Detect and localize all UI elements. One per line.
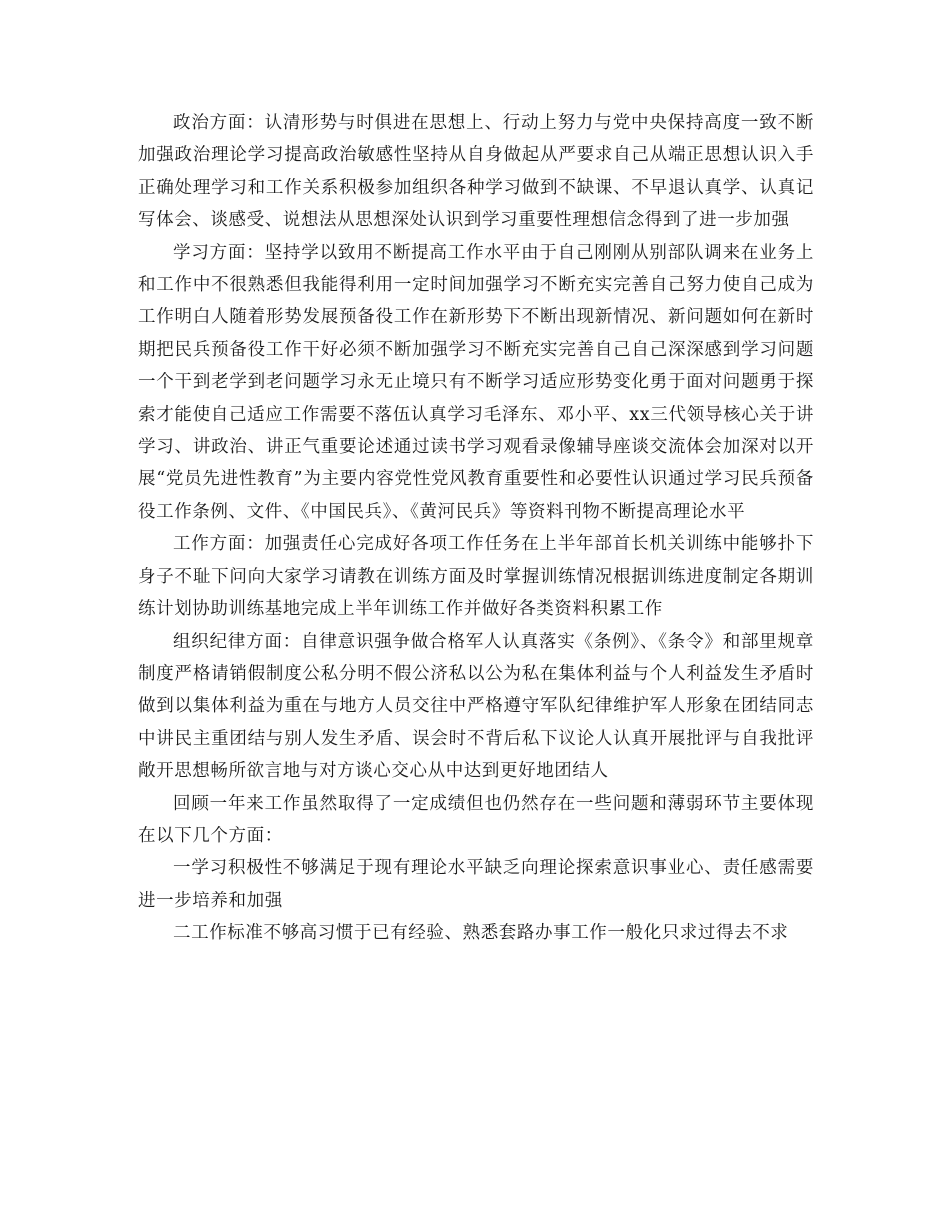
paragraph-work: 工作方面：加强责任心完成好各项工作任务在上半年部首长机关训练中能够扑下身子不耻下问向大家学习请教在训练方面及时掌握训练情况根据训练进度制定各期训练计划协助训练基地完成上半年训练工作并做好各类资料积累工作 <box>138 534 814 620</box>
paragraph-issue-two: 二工作标准不够高习惯于已有经验、熟悉套路办事工作一般化只求过得去不求 <box>173 923 789 944</box>
paragraph-issue-one: 一学习积极性不够满足于现有理论水平缺乏向理论探索意识事业心、责任感需要进一步培养和加强 <box>138 858 814 911</box>
paragraph-discipline: 组织纪律方面：自律意识强争做合格军人认真落实《条例》、《条令》和部里规章制度严格请销假制度公私分明不假公济私以公为私在集体利益与个人利益发生矛盾时做到以集体利益为重在与地方人员交往中严格遵守军队纪律维护军人形象在团结同志中讲民主重团结与别人发生矛盾、误会时不背后私下议论人认真开展批评与自我批评敞开思想畅所欲言地与对方谈心交心从中达到更好地团结人 <box>138 631 814 782</box>
paragraph-review: 回顾一年来工作虽然取得了一定成绩但也仍然存在一些问题和薄弱环节主要体现在以下几个方面： <box>138 793 814 846</box>
document-body <box>138 107 814 950</box>
paragraph-political: 政治方面：认清形势与时俱进在思想上、行动上努力与党中央保持高度一致不断加强政治理论学习提高政治敏感性坚持从自身做起从严要求自己从端正思想认识入手正确处理学习和工作关系积极参加组织各种学习做到不缺课、不早退认真学、认真记写体会、谈感受、说想法从思想深处认识到学习重要性理想信念得到了进一步加强 <box>138 113 814 231</box>
paragraph-study: 学习方面：坚持学以致用不断提高工作水平由于自己刚刚从别部队调来在业务上和工作中不很熟悉但我能得利用一定时间加强学习不断充实完善自己努力使自己成为工作明白人随着形势发展预备役工作在新形势下不断出现新情况、新问题如何在新时期把民兵预备役工作干好必须不断加强学习不断充实完善自己自己深深感到学习问题一个干到老学到老问题学习永无止境只有不断学习适应形势变化勇于面对问题勇于探索才能使自己适应工作需要不落伍认真学习毛泽东、邓小平、xx三代领导核心关于讲学习、讲政治、讲正气重要论述通过读书学习观看录像辅导座谈交流体会加深对以开展“党员先进性教育”为主要内容党性党风教育重要性和必要性认识通过学习民兵预备役工作条例、文件、《中国民兵》、《黄河民兵》等资料刊物不断提高理论水平 <box>138 242 814 522</box>
